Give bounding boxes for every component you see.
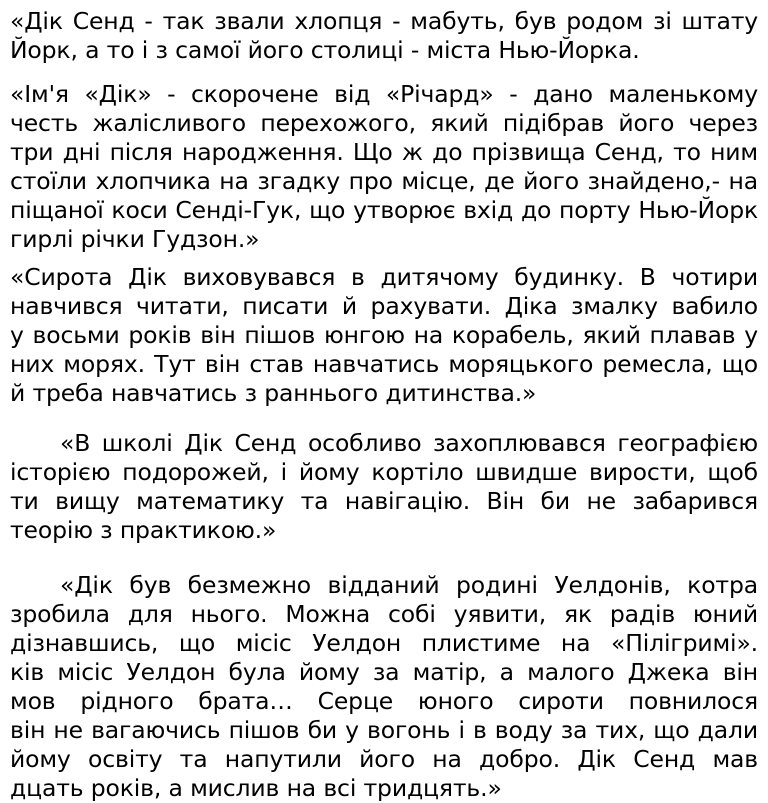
text-line: стоїли хлопчика на згадку про місце, де його знайдено,- на [10,167,758,195]
text-line: мов рідного брата… Серце юного сироти повнилося [10,687,758,715]
text-line: у восьми років він пішов юнгою на корабель, який плавав у [10,321,758,349]
text-line: й треба навчатись з раннього дитинства.» [10,379,537,407]
text-line: Йорк, а то і з самої його столиці - міста Нью-Йорка. [10,36,640,64]
text-line: історією подорожей, і йому кортіло швидше вирости, щоб [10,458,758,486]
text-line: гирлі річки Гудзон.» [10,225,260,253]
text-line: честь жалісливого перехожого, який підібрав його через [10,109,758,137]
text-line: він не вагаючись пішов би у вогонь і в воду за тих, що дали [10,716,758,744]
text-line: дізнавшись, що місіс Уелдон плистиме на «Пілігримі». [10,629,758,657]
text-line: дцать років, а мислив на всі тридцять.» [10,774,502,802]
text-line: «Ім'я «Дік» - скорочене від «Річард» - дано маленькому [10,80,758,108]
paragraph-weldon-family [10,571,758,803]
text-line: «Дік Сенд - так звали хлопця - мабуть, був родом зі штату [10,7,758,35]
text-line: «В школі Дік Сенд особливо захоплювався географією [60,429,758,457]
text-line: «Сирота Дік виховувався в дитячому будинку. В чотири [10,263,758,291]
text-line: йому освіту та напутили його на добро. Дік Сенд мав [10,745,758,773]
text-line: ків місіс Уелдон була йому за матір, а малого Джека він [10,658,758,686]
text-line: теорію з практикою.» [10,516,277,544]
paragraph-school [10,429,758,545]
text-line: навчився читати, писати й рахувати. Діка змалку вабило [10,292,758,320]
paragraph-origin [10,7,758,65]
text-line: три дні після народження. Що ж до прізвища Сенд, то ним [10,138,758,166]
text-line: «Дік був безмежно відданий родині Уелдонів, котра [60,571,758,599]
paragraph-childhood [10,263,758,408]
text-line: них морях. Тут він став навчатись моряцького ремесла, що [10,350,758,378]
text-line: піщаної коси Сенді-Гук, що утворює вхід до порту Нью-Йорк [10,196,758,224]
paragraph-name [10,80,758,254]
text-line: зробила для нього. Можна собі уявити, як радів юний [10,600,758,628]
text-line: ти вищу математику та навігацію. Він би не забарився [10,487,758,515]
